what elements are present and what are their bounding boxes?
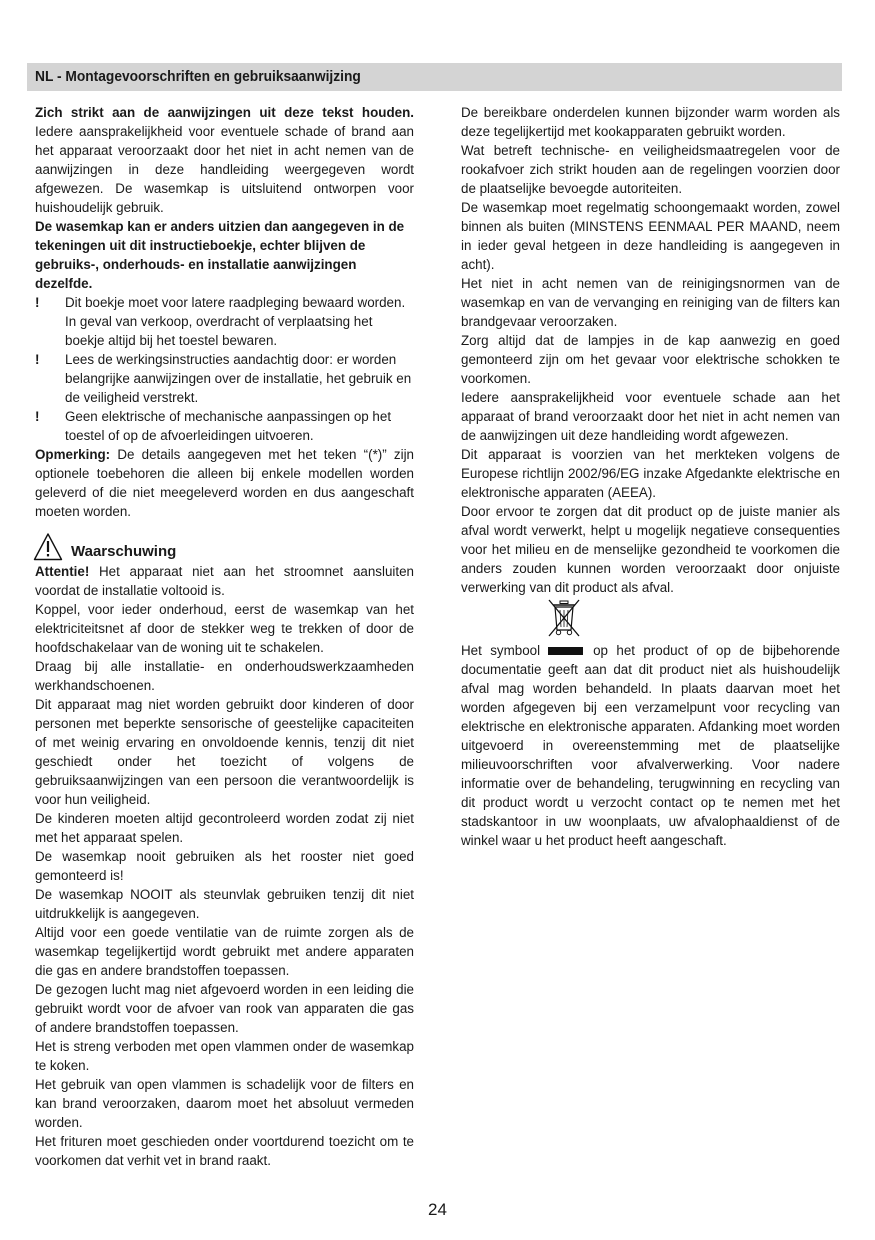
list-item <box>35 350 414 407</box>
notice-bold: De wasemkap kan er anders uitzien dan aangegeven in de tekeningen uit dit instructieboekje, echter blijven de gebruiks-, onderhouds- en installatie aanwijzingen dezelfde. <box>35 219 405 291</box>
weee-symbol-area <box>461 597 840 641</box>
symbol-before: Het symbool <box>461 643 541 658</box>
warning-paragraph: De gezogen lucht mag niet afgevoerd worden in een leiding die gebruikt wordt voor de afvoer van rook van apparaten die gas of andere brandstoffen toepassen. <box>35 982 414 1035</box>
list-item-text: Lees de werkingsinstructies aandachtig door: er worden belangrijke aanwijzingen over de installatie, het gebruik en de veiligheid verstrekt. <box>65 352 412 405</box>
body-paragraph: Zorg altijd dat de lampjes in de kap aanwezig en goed gemonteerd zijn om het gevaar voor elektrische schokken te voorkomen. <box>461 333 840 386</box>
exclamation-mark: ! <box>35 409 40 424</box>
intro-bold: Zich strikt aan de aanwijzingen uit deze tekst houden. <box>35 105 414 120</box>
warning-paragraph: Dit apparaat mag niet worden gebruikt door kinderen of door personen met beperkte sensorische of geestelijke capaciteiten of met weinig ervaring en onvoldoende kennis, tenzij dit niet geschiedt onder het toezicht of volgens de gebruiksaanwijzingen van een persoon die verantwoordelijk is voor hun veiligheid. <box>35 697 414 807</box>
instruction-list <box>35 293 414 445</box>
page-title: NL - Montagevoorschriften en gebruiksaanwijzing <box>35 69 361 85</box>
section-header <box>27 63 842 91</box>
symbol-paragraph <box>461 641 840 850</box>
list-item-text: Geen elektrische of mechanische aanpassingen op het toestel of op de afvoerleidingen uitvoeren. <box>65 409 392 443</box>
warning-paragraph: Het frituren moet geschieden onder voortdurend toezicht om te voorkomen dat verhit vet in brand raakt. <box>35 1134 414 1168</box>
black-bar-icon <box>548 647 583 655</box>
warning-paragraph: Het is streng verboden met open vlammen onder de wasemkap te koken. <box>35 1039 414 1073</box>
warning-paragraph: De wasemkap NOOIT als steunvlak gebruiken tenzij dit niet uitdrukkelijk is aangegeven. <box>35 887 414 921</box>
warning-paragraph: De kinderen moeten altijd gecontroleerd worden zodat zij niet met het apparaat spelen. <box>35 811 414 845</box>
attention-paragraph <box>35 562 414 600</box>
warning-paragraph: Het gebruik van open vlammen is schadelijk voor de filters en kan brand veroorzaken, daarom moet het absoluut vermeden worden. <box>35 1077 414 1130</box>
body-paragraph: Het niet in acht nemen van de reinigingsnormen van de wasemkap en van de vervanging en reiniging van de filters kan brandgevaar veroorzaken. <box>461 276 840 329</box>
warning-paragraph: Altijd voor een goede ventilatie van de ruimte zorgen als de wasemkap tegelijkertijd wordt gebruikt met andere apparaten die gas en andere brandstoffen toepassen. <box>35 925 414 978</box>
warning-title: Waarschuwing <box>71 543 177 560</box>
remark-label: Opmerking: <box>35 447 111 462</box>
list-item-text: Dit boekje moet voor latere raadpleging bewaard worden. In geval van verkoop, overdracht of verplaatsing het boekje altijd bij het toestel bewaren. <box>65 295 406 348</box>
warning-paragraph: Koppel, voor ieder onderhoud, eerst de wasemkap van het elektriciteitsnet af door de stekker weg te trekken of door de hoofdschakelaar van de woning uit te schakelen. <box>35 602 414 655</box>
symbol-after: op het product of op de bijbehorende documentatie geeft aan dat dit product niet als huishoudelijk afval mag worden behandeld. In plaats daarvan moet het worden afgegeven bij een verzamelpunt voor recycling van elektrische en elektronische apparaten. Afdanking moet worden uitgevoerd in overeenstemming met de plaatselijke milieuvoorschriften voor afvalverwerking. Voor nadere informatie over de behandeling, terugwinning en recycling van dit product wordt u verzocht contact op te nemen met het stadskantoor in uw woonplaats, uw afvalophaaldienst of de winkel waar u het product heeft aangeschaft. <box>461 643 840 848</box>
attention-label: Attentie! <box>35 564 90 579</box>
warning-paragraph: De wasemkap nooit gebruiken als het rooster niet goed gemonteerd is! <box>35 849 414 883</box>
intro-paragraph <box>35 103 414 217</box>
body-paragraph: Dit apparaat is voorzien van het merkteken volgens de Europese richtlijn 2002/96/EG inzake Afgedankte elektrische en elektronische apparaten (AEEA). <box>461 447 840 500</box>
body-paragraph: Door ervoor te zorgen dat dit product op de juiste manier als afval wordt verwerkt, helpt u mogelijk negatieve consequenties voor het milieu en de menselijke gezondheid te voorkomen die anders zouden kunnen worden veroorzaakt door onjuiste verwerking van dit product als afval. <box>461 504 840 595</box>
body-paragraph: Iedere aansprakelijkheid voor eventuele schade aan het apparaat of brand veroorzaakt door het niet in acht nemen van de aanwijzingen uit deze handleiding wordt afgewezen. <box>461 390 840 443</box>
body-paragraph: De wasemkap moet regelmatig schoongemaakt worden, zowel binnen als buiten (MINSTENS EENMAAL PER MAAND, neem in ieder geval hetgeen in deze handleiding is aangegeven in acht). <box>461 200 840 272</box>
warning-heading <box>35 529 414 562</box>
body-paragraph: De bereikbare onderdelen kunnen bijzonder warm worden als deze tegelijkertijd met kookapparaten gebruikt worden. <box>461 105 840 139</box>
remark-paragraph <box>35 445 414 521</box>
exclamation-mark: ! <box>35 295 40 310</box>
exclamation-mark: ! <box>35 352 40 367</box>
warning-paragraph: Draag bij alle installatie- en onderhoudswerkzaamheden werkhandschoenen. <box>35 659 414 693</box>
body-paragraph: Wat betreft technische- en veiligheidsmaatregelen voor de rookafvoer zich strikt houden aan de regelingen voorzien door de plaatselijke bevoegde autoriteiten. <box>461 143 840 196</box>
list-item <box>35 407 414 445</box>
warning-triangle-icon <box>33 532 63 562</box>
page-number: 24 <box>428 1200 447 1219</box>
crossed-out-bin-icon <box>547 598 581 640</box>
left-column <box>35 103 414 1170</box>
list-item <box>35 293 414 350</box>
remark-text: De details aangegeven met het teken “(*)” zijn optionele toebehoren die alleen bij enkele modellen worden geleverd of die niet meegeleverd worden en dus aangeschaft moeten worden. <box>35 447 414 519</box>
attention-text: Het apparaat niet aan het stroomnet aansluiten voordat de installatie voltooid is. <box>35 564 414 598</box>
intro-text: Iedere aansprakelijkheid voor eventuele schade of brand aan het apparaat veroorzaakt door het niet in acht nemen van de aanwijzingen in deze handleiding weergegeven wordt afgewezen. De wasemkap is uitsluitend ontworpen voor huishoudelijk gebruik. <box>35 124 414 215</box>
right-column <box>461 103 840 850</box>
